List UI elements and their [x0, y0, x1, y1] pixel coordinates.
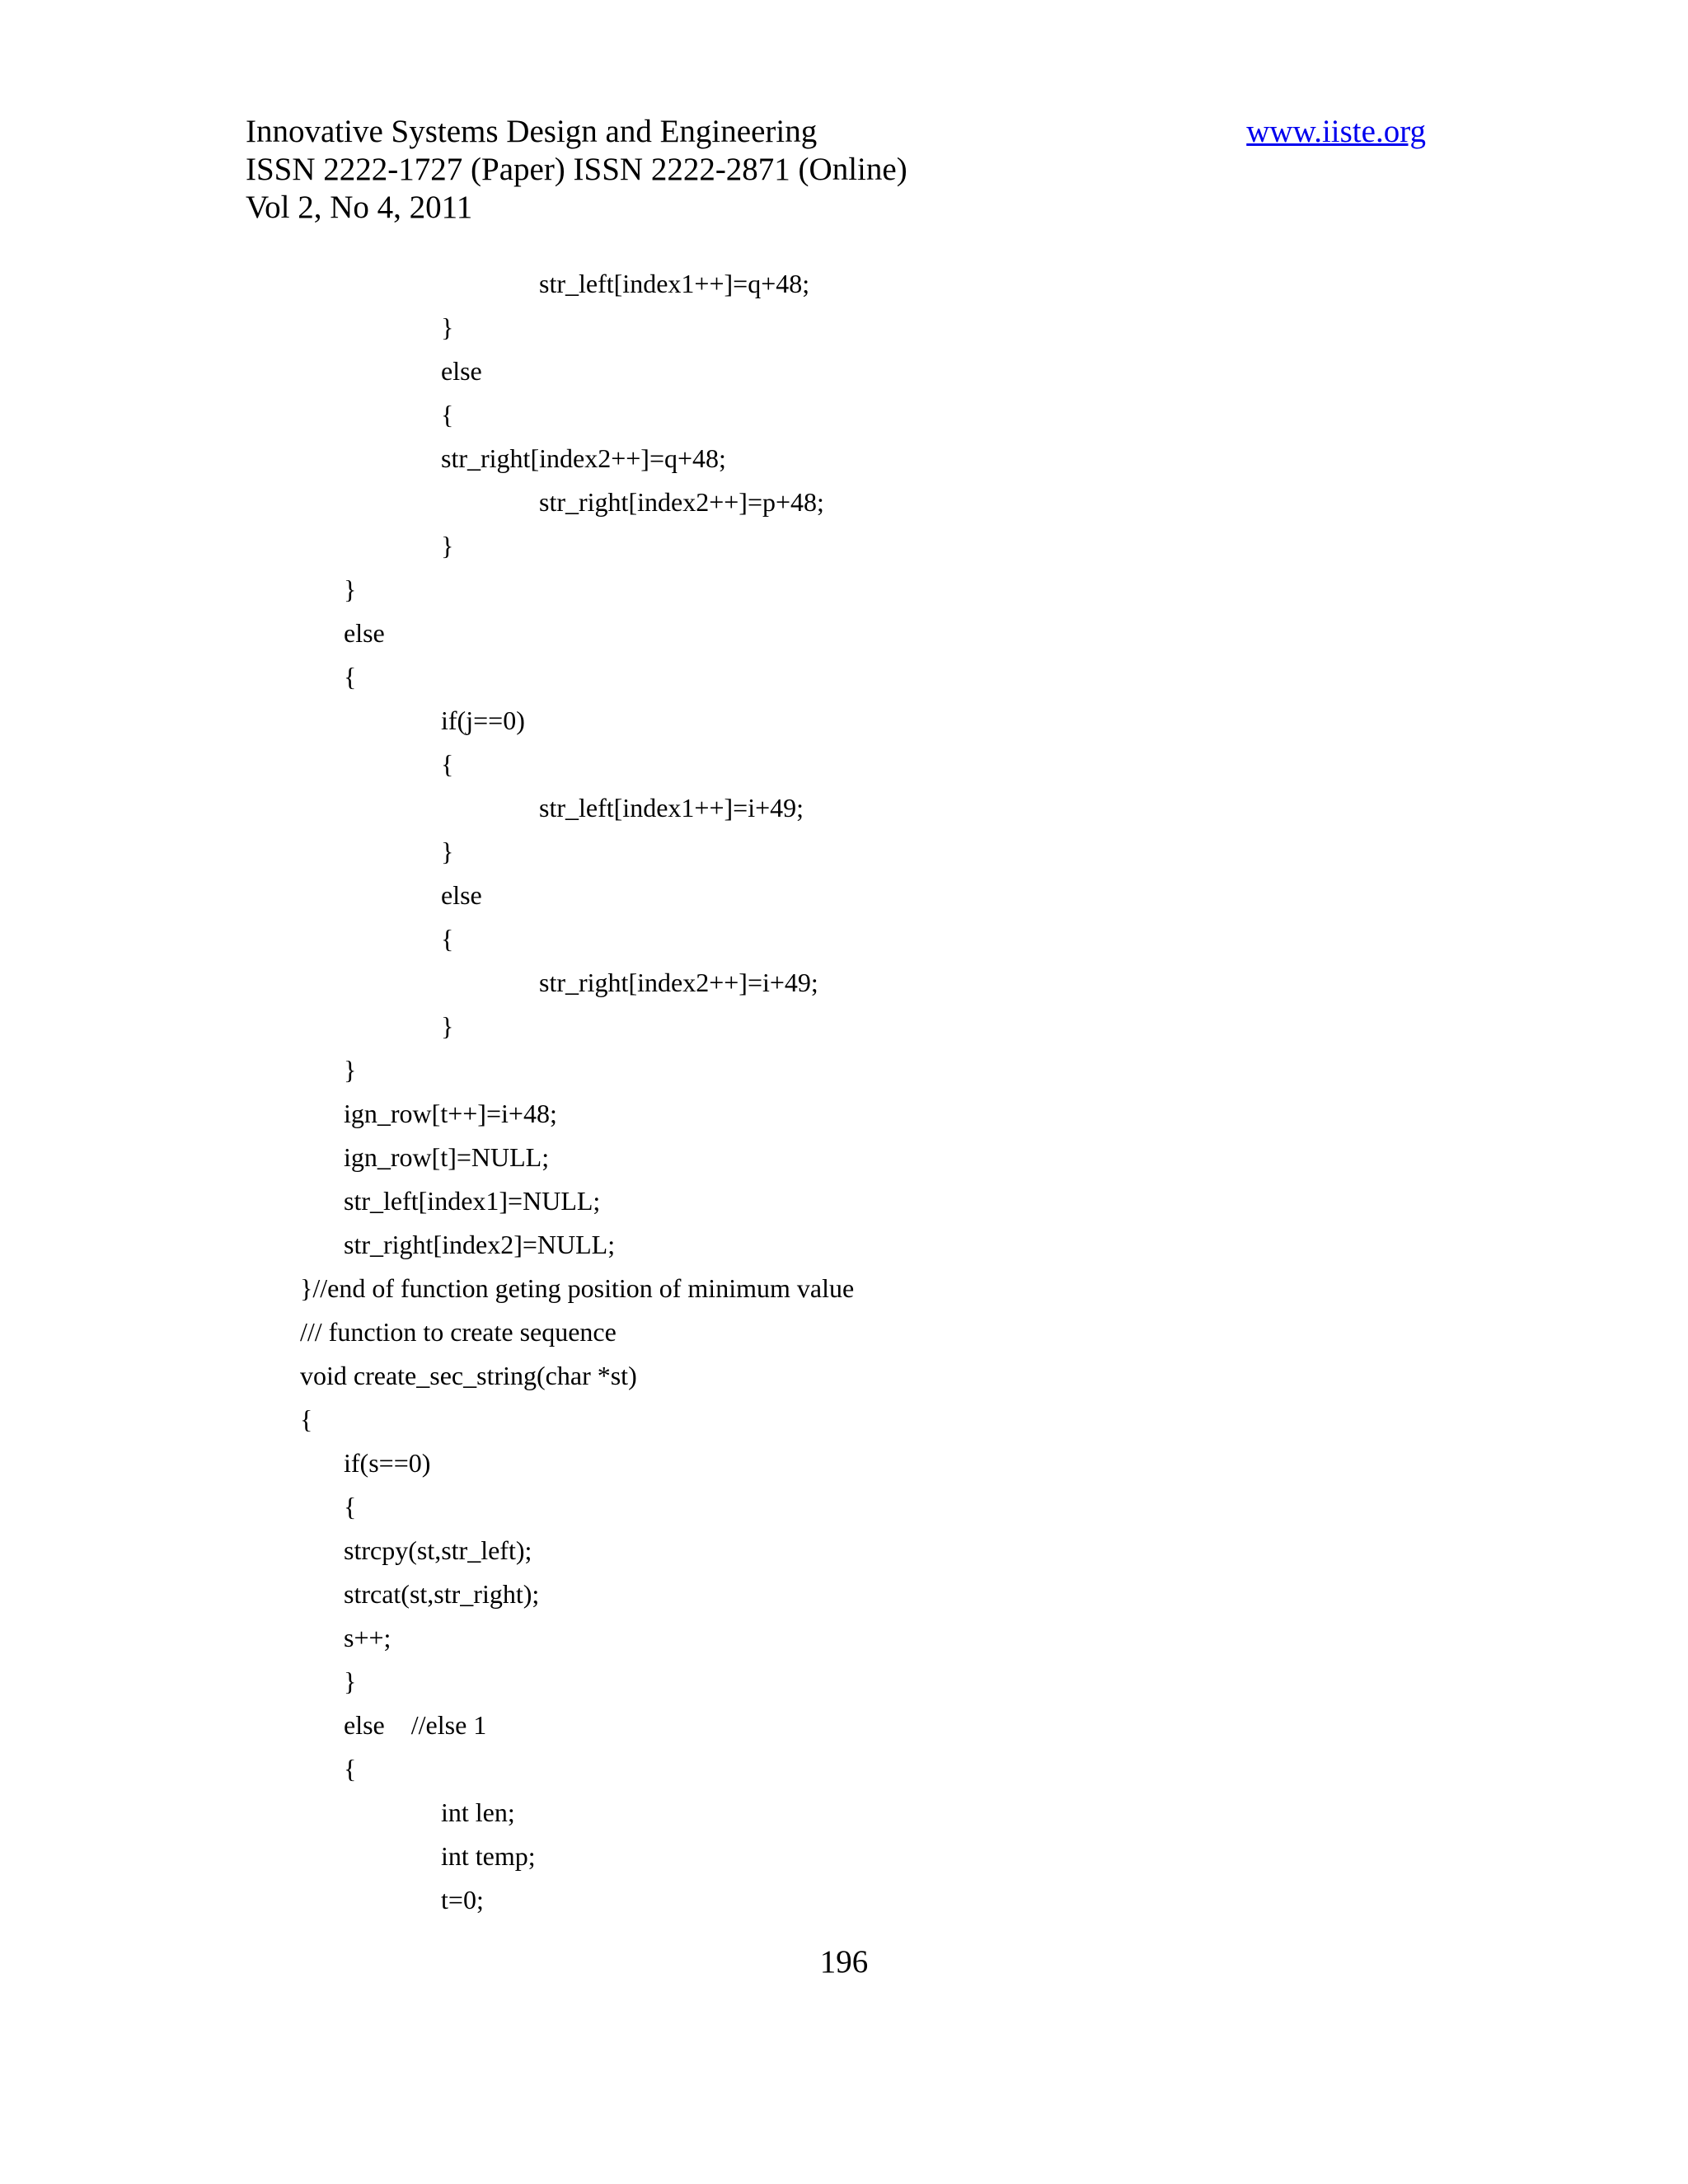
code-line: str_right[index2++]=p+48; — [539, 487, 824, 517]
code-line: ign_row[t++]=i+48; — [344, 1099, 557, 1128]
code-line: s++; — [344, 1623, 392, 1652]
journal-title: Innovative Systems Design and Engineering — [246, 114, 818, 149]
code-line: int len; — [441, 1797, 515, 1827]
code-line: } — [344, 574, 357, 604]
code-line: else //else 1 — [344, 1710, 487, 1740]
code-line: { — [441, 924, 454, 954]
code-line: else — [344, 618, 385, 648]
code-line: str_left[index1++]=q+48; — [539, 269, 810, 298]
code-line: if(j==0) — [441, 705, 525, 735]
code-line: str_left[index1++]=i+49; — [539, 793, 804, 823]
code-line: ign_row[t]=NULL; — [344, 1142, 550, 1172]
issn-line: ISSN 2222-1727 (Paper) ISSN 2222-2871 (Online) — [246, 152, 907, 187]
code-line: } — [441, 531, 454, 560]
code-listing — [0, 262, 1688, 1922]
code-line: { — [441, 400, 454, 429]
code-line: { — [344, 1754, 357, 1783]
code-line: { — [344, 662, 357, 691]
volume-line: Vol 2, No 4, 2011 — [246, 190, 473, 225]
code-line: } — [441, 1011, 454, 1041]
code-line: str_right[index2++]=i+49; — [539, 968, 818, 997]
code-line: int temp; — [441, 1841, 536, 1871]
code-line: t=0; — [441, 1885, 484, 1915]
code-line: strcpy(st,str_left); — [344, 1535, 532, 1565]
code-line: void create_sec_string(char *st) — [300, 1361, 637, 1390]
code-line: { — [344, 1492, 357, 1521]
journal-header — [246, 113, 1426, 227]
journal-website-link[interactable]: www.iiste.org — [1246, 114, 1426, 149]
code-line: else — [441, 356, 482, 386]
code-line: str_right[index2]=NULL; — [344, 1230, 616, 1259]
code-line: else — [441, 880, 482, 910]
code-line: { — [300, 1404, 313, 1434]
code-line: str_right[index2++]=q+48; — [441, 443, 726, 473]
page-number: 196 — [819, 1944, 869, 1980]
code-line: { — [441, 749, 454, 779]
code-line: } — [441, 312, 454, 342]
code-line: strcat(st,str_right); — [344, 1579, 540, 1609]
code-line: } — [344, 1666, 357, 1696]
code-line: }//end of function geting position of minimum value — [300, 1273, 855, 1303]
code-line: /// function to create sequence — [300, 1317, 617, 1347]
code-line: str_left[index1]=NULL; — [344, 1186, 601, 1216]
code-line: } — [441, 837, 454, 866]
code-line: } — [344, 1055, 357, 1085]
code-line: if(s==0) — [344, 1448, 431, 1478]
